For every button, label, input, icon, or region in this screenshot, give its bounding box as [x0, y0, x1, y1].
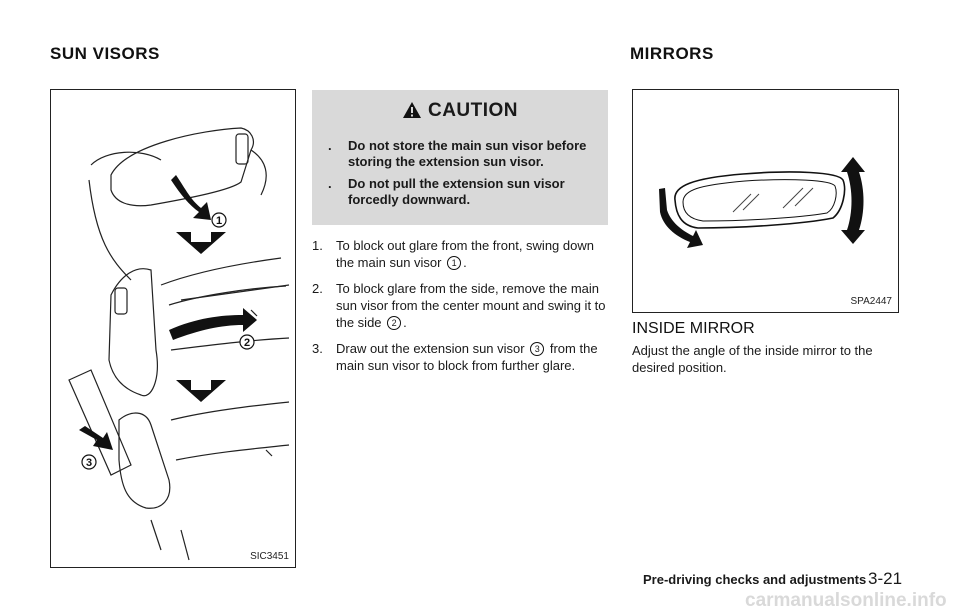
footer-chapter: Pre-driving checks and adjustments	[643, 572, 867, 587]
caution-item	[326, 176, 596, 208]
callout-3-label: 3	[85, 457, 93, 469]
bullet: .	[328, 176, 332, 191]
step-text: Draw out the extension sun visor	[336, 341, 525, 356]
callout-badge: 2	[387, 316, 401, 330]
callout-2-label: 2	[243, 337, 251, 349]
sun-visors-heading: SUN VISORS	[50, 44, 160, 63]
mirror-figure	[632, 89, 899, 313]
caution-list	[326, 138, 596, 214]
callout-1-label: 1	[215, 215, 223, 227]
mirrors-heading: MIRRORS	[630, 44, 714, 63]
step-number: 2.	[312, 281, 323, 296]
inside-mirror-illustration	[633, 90, 898, 312]
inside-mirror-heading: INSIDE MIRROR	[632, 320, 755, 337]
mirror-figure-code: SPA2447	[850, 296, 892, 307]
callout-badge: 3	[530, 342, 544, 356]
caution-item-text: Do not store the main sun visor before storing the extension sun visor.	[348, 138, 587, 169]
warning-triangle-icon	[402, 101, 422, 125]
watermark: carmanualsonline.info	[745, 590, 947, 611]
step-text: To block glare from the side, remove the main sun visor from the center mount and swing it to the side	[336, 281, 606, 330]
step-text-end: from the main sun visor to block from further glare.	[336, 341, 598, 373]
caution-item-text: Do not pull the extension sun visor forcedly downward.	[348, 176, 565, 207]
step-text-end: .	[463, 255, 467, 270]
sun-visor-figure-code: SIC3451	[250, 551, 289, 562]
steps-list	[312, 237, 608, 383]
step-text-end: .	[403, 315, 407, 330]
inside-mirror-text: Adjust the angle of the inside mirror to the desired position.	[632, 343, 873, 375]
footer-page-number: 3-21	[868, 569, 903, 588]
sun-visor-illustration	[51, 90, 295, 567]
bullet: .	[328, 138, 332, 153]
step-text: To block out glare from the front, swing down the main sun visor	[336, 238, 594, 270]
step-number: 3.	[312, 341, 323, 356]
step-item	[312, 237, 608, 271]
sun-visor-figure	[50, 89, 296, 568]
caution-item	[326, 138, 596, 170]
step-number: 1.	[312, 238, 323, 253]
caution-title-text: CAUTION	[427, 100, 519, 121]
step-item	[312, 340, 608, 374]
caution-title	[312, 100, 608, 125]
step-item	[312, 280, 608, 331]
callout-badge: 1	[447, 256, 461, 270]
caution-box	[312, 90, 608, 225]
